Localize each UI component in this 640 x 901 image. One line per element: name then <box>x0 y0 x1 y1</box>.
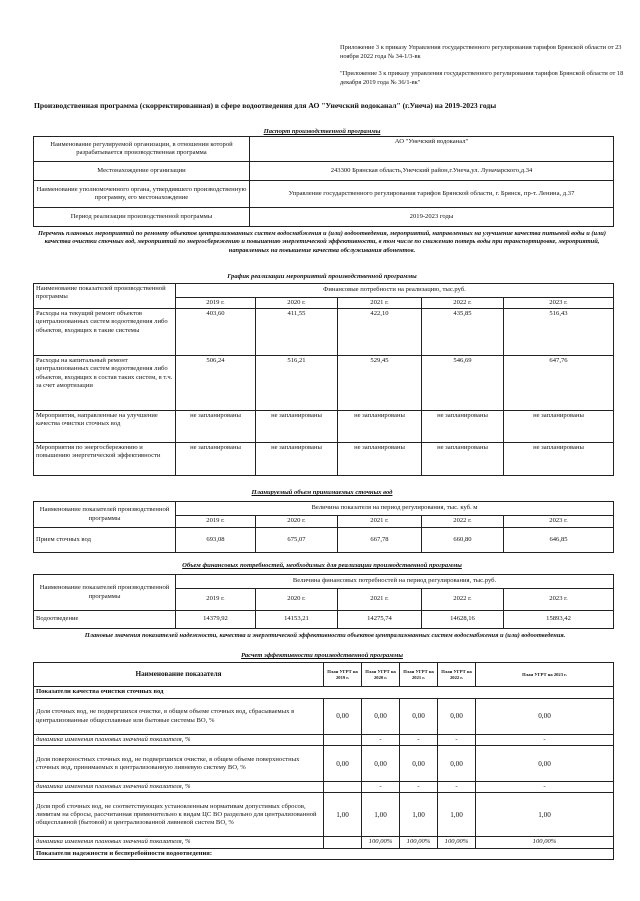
cell-value: 15893,42 <box>504 611 614 629</box>
year-header: 2020 г. <box>256 589 338 611</box>
schedule-caption: График реализации мероприятий производственной программы <box>227 273 417 280</box>
cell-value: 14628,16 <box>422 611 504 629</box>
cell-value: 516,43 <box>504 309 614 356</box>
row-label: Доля сточных вод, не подвергшихся очистке, в общем объеме сточных вод, сбрасываемых в централизованные общесплавные или бытовые системы ВО, % <box>34 699 324 735</box>
year-header: 2023 г. <box>504 516 614 528</box>
table-row <box>34 443 614 476</box>
volume-table <box>33 501 614 553</box>
cell-value: 411,55 <box>256 309 338 356</box>
cell-value: 422,10 <box>338 309 422 356</box>
dynamics-label: динамика изменения плановых значений показателя, % <box>34 782 324 793</box>
table-row <box>34 137 614 162</box>
cell-value: 0,00 <box>324 699 362 735</box>
year-header: 2022 г. <box>422 298 504 309</box>
table-row <box>34 848 614 859</box>
table-row <box>34 793 614 837</box>
dynamics-label: динамика изменения плановых значений показателя, % <box>34 735 324 746</box>
year-header: 2022 г. <box>422 516 504 528</box>
cell-value: не запланированы <box>338 411 422 443</box>
cell-value: - <box>438 735 476 746</box>
plan-header: План УГРТ на 2020 г. <box>362 663 400 687</box>
cell-value: 0,00 <box>324 746 362 782</box>
year-header: 2021 г. <box>338 589 422 611</box>
row-label: Водоотведение <box>34 611 176 629</box>
passport-value: 243300 Брянская область,Унечский район,г.Унеча,ул. Луначарского,д.34 <box>250 162 614 181</box>
passport-label: Наименование регулируемой организации, в отношении которой разрабатывается производственная программа <box>34 137 250 162</box>
cell-value: 546,69 <box>422 356 504 411</box>
table-row <box>34 162 614 181</box>
cell-value: 0,00 <box>438 699 476 735</box>
table-row <box>34 699 614 735</box>
plan-header: План УГРТ на 2021 г. <box>400 663 438 687</box>
dynamics-label: динамика изменения плановых значений показателя, % <box>34 837 324 848</box>
section-header: Показатели надежности и бесперебойности водоотведения: <box>34 848 614 859</box>
cell-value: 0,00 <box>362 699 400 735</box>
row-label: Мероприятия, направленные на улучшение качества очистки сточных вод <box>34 411 176 443</box>
indicators-table <box>33 662 614 860</box>
year-header: 2019 г. <box>176 589 256 611</box>
table-row <box>34 782 614 793</box>
cell-value: не запланированы <box>338 443 422 476</box>
cell-value: 529,45 <box>338 356 422 411</box>
passport-value: АО "Унечский водоканал" <box>250 137 614 162</box>
order-reference-original: "Приложение 3 к приказу управления государственного регулирования тарифов Брянской области от 18 декабря 2019 года № 36/1-вк" <box>340 70 624 86</box>
table-row <box>34 837 614 848</box>
section-header: Показатели качества очистки сточных вод <box>34 687 614 699</box>
column-header: Наименование показателя <box>34 663 324 687</box>
cell-value <box>324 782 362 793</box>
cell-value: 435,85 <box>422 309 504 356</box>
cell-value: не запланированы <box>422 411 504 443</box>
column-header: Наименование показателей производственной программы <box>34 502 176 528</box>
passport-label: Наименование уполномоченного органа, утвердившего производственную программу, его местонахождение <box>34 181 250 208</box>
page-title: Производственная программа (скорректированная) в сфере водоотведения для АО "Унечский водоканал" (г.Унеча) на 2019-2023 годы <box>34 101 497 110</box>
year-header: 2019 г. <box>176 298 256 309</box>
finance-table <box>33 574 614 629</box>
cell-value: - <box>400 782 438 793</box>
cell-value: не запланированы <box>176 443 256 476</box>
column-group-header: Величина финансовых потребностей на период регулирования, тыс.руб. <box>176 575 614 589</box>
cell-value: - <box>476 735 614 746</box>
table-row <box>34 284 614 298</box>
passport-table <box>33 136 614 227</box>
cell-value: 0,00 <box>476 746 614 782</box>
order-reference-current: Приложение 3 к приказу Управления государственного регулирования тарифов Брянской области от 23 ноября 2022 года № 34-1/3-вк <box>340 44 622 60</box>
measures-description: Перечень плановых мероприятий по ремонту объектов централизованных систем водоснабжения и (или) водоотведения, мероприятий, направленных на улучшение качества питьевой воды и (или) качества очистки сточных вод, мероприятий по энергосбережению и повышению энергетической эффективности, в том числе по снижению потерь воды при транспортировке, мероприятий, направленных на повышение качества обслуживания абонентов. <box>38 230 606 254</box>
column-header: Наименование показателей производственной программы <box>34 284 176 309</box>
table-row <box>34 746 614 782</box>
table-row <box>34 611 614 629</box>
cell-value: 693,08 <box>176 528 256 553</box>
cell-value: 0,00 <box>400 746 438 782</box>
cell-value: 403,60 <box>176 309 256 356</box>
table-row <box>34 356 614 411</box>
row-label: Расходы на текущий ремонт объектов централизованных систем водоотведения либо объектов, входящих в такие системы <box>34 309 176 356</box>
cell-value: 100,00% <box>362 837 400 848</box>
cell-value: не запланированы <box>256 443 338 476</box>
year-header: 2023 г. <box>504 589 614 611</box>
table-row <box>34 309 614 356</box>
year-header: 2020 г. <box>256 298 338 309</box>
cell-value: 516,21 <box>256 356 338 411</box>
cell-value: 100,00% <box>400 837 438 848</box>
plan-header: План УГРТ на 2022 г. <box>438 663 476 687</box>
schedule-table <box>33 283 614 476</box>
row-label: Доля поверхностных сточных вод, не подвергшихся очистке, в общем объеме поверхностных сточных вод, принимаемых в централизованную ливневую систему ВО, % <box>34 746 324 782</box>
year-header: 2022 г. <box>422 589 504 611</box>
year-header: 2021 г. <box>338 298 422 309</box>
year-header: 2023 г. <box>504 298 614 309</box>
year-header: 2019 г. <box>176 516 256 528</box>
passport-label: Период реализации производственной программы <box>34 208 250 227</box>
plan-header: План УГРТ на 2023 г. <box>476 663 614 687</box>
year-header: 2021 г. <box>338 516 422 528</box>
passport-value: Управление государственного регулирования тарифов Брянской области, г. Брянск, пр-т. Ленина, д.37 <box>250 181 614 208</box>
cell-value: 506,24 <box>176 356 256 411</box>
table-row <box>34 181 614 208</box>
column-header: Наименование показателей производственной программы <box>34 575 176 611</box>
table-row <box>34 687 614 699</box>
cell-value: 14153,21 <box>256 611 338 629</box>
cell-value: - <box>438 782 476 793</box>
passport-value: 2019-2023 годы <box>250 208 614 227</box>
year-header: 2020 г. <box>256 516 338 528</box>
cell-value: 100,00% <box>476 837 614 848</box>
table-row <box>34 411 614 443</box>
efficiency-caption: Расчет эффективности производственной программы <box>241 652 403 659</box>
cell-value: - <box>362 735 400 746</box>
passport-caption: Паспорт производственной программы <box>263 128 381 135</box>
cell-value: 0,00 <box>400 699 438 735</box>
cell-value: 14379,92 <box>176 611 256 629</box>
cell-value: 1,00 <box>400 793 438 837</box>
cell-value: не запланированы <box>504 411 614 443</box>
cell-value: 0,00 <box>476 699 614 735</box>
cell-value: 14275,74 <box>338 611 422 629</box>
finance-caption: Объем финансовых потребностей, необходимых для реализации производственной программы <box>182 562 462 569</box>
cell-value: не запланированы <box>256 411 338 443</box>
volume-caption: Планируемый объем принимаемых сточных вод <box>251 489 393 496</box>
row-label: Мероприятия по энергосбережению и повышению энергетической эффективности <box>34 443 176 476</box>
table-row <box>34 502 614 516</box>
cell-value: - <box>476 782 614 793</box>
cell-value: - <box>362 782 400 793</box>
cell-value: 675,07 <box>256 528 338 553</box>
cell-value: не запланированы <box>422 443 504 476</box>
row-label: Доля проб сточных вод, не соответствующих установленным нормативам допустимых сбросов, лимитам на сбросы, рассчитанная применительно к видам ЦС ВО раздельно для централизованной общесплавной (бытовой) и централизованной ливневой систем ВО, % <box>34 793 324 837</box>
cell-value: 1,00 <box>476 793 614 837</box>
column-group-header: Финансовые потребности на реализацию, тыс.руб. <box>176 284 614 298</box>
table-row <box>34 528 614 553</box>
cell-value: не запланированы <box>176 411 256 443</box>
cell-value: 646,85 <box>504 528 614 553</box>
column-group-header: Величина показателя на период регулирования, тыс. куб. м <box>176 502 614 516</box>
table-row <box>34 575 614 589</box>
cell-value: 660,80 <box>422 528 504 553</box>
passport-label: Местонахождение организации <box>34 162 250 181</box>
cell-value: 647,76 <box>504 356 614 411</box>
row-label: Прием сточных вод <box>34 528 176 553</box>
table-row <box>34 208 614 227</box>
table-row <box>34 735 614 746</box>
indicators-intro: Плановые значения показателей надежности, качества и энергетической эффективности объектов централизованных систем водоснабжения и (или) водоотведения. <box>84 632 566 639</box>
plan-header: План УГРТ на 2019 г. <box>324 663 362 687</box>
cell-value <box>324 837 362 848</box>
cell-value: 1,00 <box>324 793 362 837</box>
cell-value: не запланированы <box>504 443 614 476</box>
cell-value: 0,00 <box>362 746 400 782</box>
cell-value: 667,78 <box>338 528 422 553</box>
row-label: Расходы на капитальный ремонт централизованных систем водоотведения либо объектов, входящих в состав таких систем, в т.ч. за счет амортизации <box>34 356 176 411</box>
cell-value <box>324 735 362 746</box>
cell-value: 1,00 <box>438 793 476 837</box>
cell-value: 1,00 <box>362 793 400 837</box>
table-row <box>34 663 614 687</box>
cell-value: 100,00% <box>438 837 476 848</box>
cell-value: - <box>400 735 438 746</box>
cell-value: 0,00 <box>438 746 476 782</box>
